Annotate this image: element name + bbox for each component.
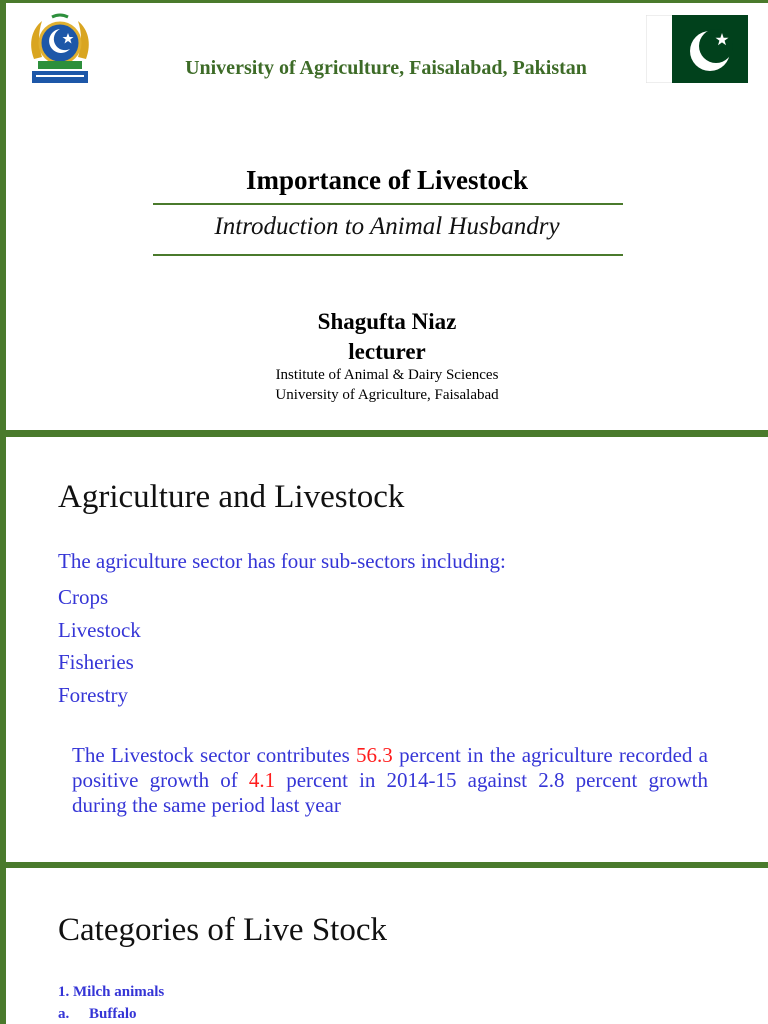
list-item: Forestry: [58, 682, 128, 707]
para-text-1: The Livestock sector contributes: [72, 743, 357, 767]
intro-text: The agriculture sector has four sub-sectors including:: [58, 549, 506, 573]
institute-name: Institute of Animal & Dairy Sciences: [275, 367, 499, 383]
list-item: Livestock: [58, 617, 141, 642]
categories-slide: [6, 868, 768, 1024]
agriculture-slide: [6, 437, 768, 862]
growth-value: 4.1: [248, 768, 276, 792]
title-divider-top: [153, 203, 623, 205]
title-slide: [6, 3, 768, 430]
pakistan-flag-icon: [646, 15, 748, 83]
list-item: Crops: [58, 585, 109, 609]
presentation-title: Importance of Livestock: [246, 165, 528, 195]
university-name: University of Agriculture, Faisalabad: [275, 387, 499, 403]
title-divider-bottom: [153, 254, 623, 256]
category-item: 1. Milch animals: [58, 984, 165, 1000]
para-text-3: percent in 2014-15 against 2.8 percent growth during the same period last year: [72, 768, 708, 817]
subitem-letter: a.: [58, 1006, 70, 1022]
list-item: Fisheries: [58, 650, 134, 674]
livestock-paragraph: [72, 743, 708, 818]
university-title: University of Agriculture, Faisalabad, Pakistan: [185, 57, 587, 79]
author-role: lecturer: [348, 339, 426, 364]
university-logo-icon: [24, 13, 96, 85]
contribution-value: 56.3: [356, 743, 393, 767]
slide-heading: Agriculture and Livestock: [58, 479, 405, 515]
category-subitem: [58, 1006, 137, 1023]
subitem-label: Buffalo: [89, 1006, 137, 1022]
para-text-2: percent in the agriculture recorded a positive growth of: [72, 743, 708, 792]
author-name: Shagufta Niaz: [317, 309, 457, 334]
subsector-list: [58, 581, 141, 711]
slide-heading: Categories of Live Stock: [58, 912, 388, 948]
presentation-subtitle: Introduction to Animal Husbandry: [214, 213, 560, 240]
